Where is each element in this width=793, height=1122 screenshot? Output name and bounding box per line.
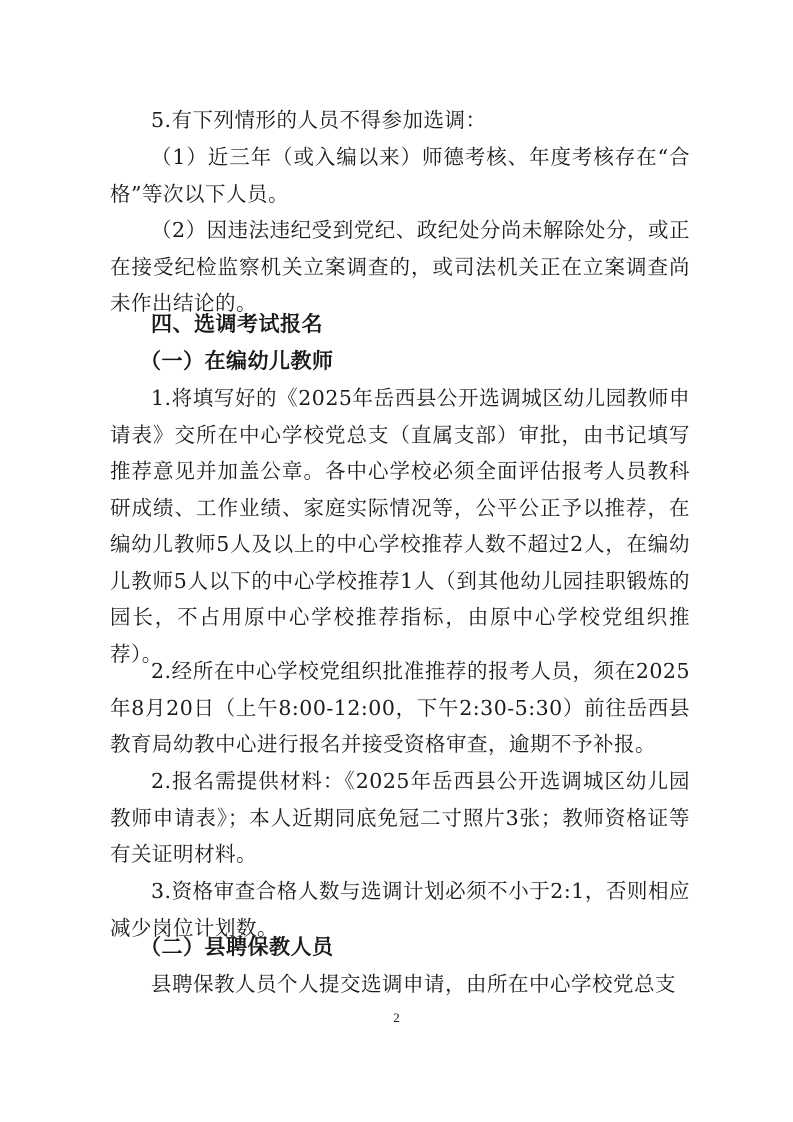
subsection-heading-2: （二）县聘保教人员 [140, 935, 334, 959]
paragraph-step-2: 2.经所在中心学校党组织批准推荐的报考人员，须在2025年8月20日（上午8:00-12:00，下午2:30-5:30）前往岳西县教育局幼教中心进行报名并接受资格审查，逾期不予补报。 [110, 659, 690, 756]
paragraph-condition-2: （2）因违法违纪受到党纪、政纪处分尚未解除处分，或正在接受纪检监察机关立案调查的，或司法机关正在立案调查尚未作出结论的。 [110, 218, 690, 315]
paragraph-item-5: 5.有下列情形的人员不得参加选调： [151, 108, 487, 132]
page-number: 2 [393, 1010, 400, 1025]
section-heading: 四、选调考试报名 [151, 312, 323, 336]
paragraph-condition-1: （1）近三年（或入编以来）师德考核、年度考核存在“合格”等次以下人员。 [110, 145, 690, 206]
paragraph-county-staff: 县聘保教人员个人提交选调申请，由所在中心学校党总支 [151, 972, 676, 996]
subsection-heading-1: （一）在编幼儿教师 [140, 349, 334, 373]
paragraph-ratio: 3.资格审查合格人数与选调计划必须不小于2:1，否则相应减少岗位计划数。 [110, 879, 690, 940]
paragraph-step-1: 1.将填写好的《2025年岳西县公开选调城区幼儿园教师申请表》交所在中心学校党总支（直属支部）审批，由书记填写推荐意见并加盖公章。各中心学校必须全面评估报考人员教科研成绩、工作业绩、家庭实际情况等，公平公正予以推荐，在编幼儿教师5人及以上的中心学校推荐人数不超过2人，在编幼儿教师5人以下的中心学校推荐1人（到其他幼儿园挂职锻炼的园长，不占用原中心学校推荐指标，由原中心学校党组织推荐）。 [110, 386, 690, 666]
paragraph-materials: 2.报名需提供材料：《2025年岳西县公开选调城区幼儿园教师申请表》；本人近期同底免冠二寸照片3张；教师资格证等有关证明材料。 [110, 769, 690, 866]
